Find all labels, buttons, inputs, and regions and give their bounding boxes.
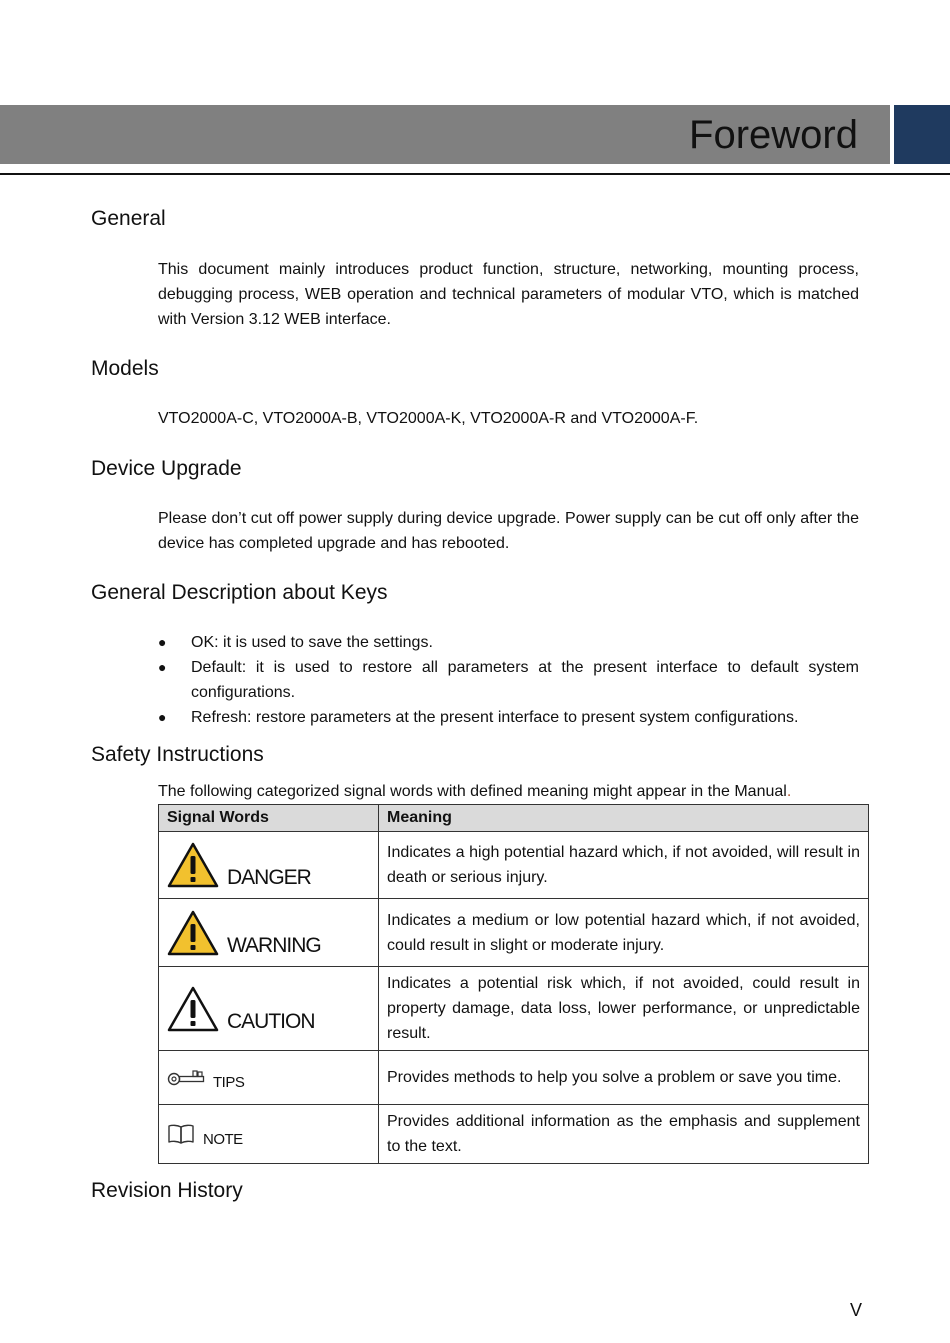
list-item [158,630,859,655]
safety-intro [158,779,859,804]
list-item-text: Refresh: restore parameters at the present interface to present system configurations. [191,709,799,726]
table-row [159,1105,869,1164]
signal-note [159,1121,378,1148]
page-number: V [850,1300,863,1320]
signal-danger [159,835,378,895]
signal-warning [159,903,378,963]
heading-safety: Safety Instructions [91,743,264,766]
table-row [159,1051,869,1105]
page-title: Foreword [689,113,858,157]
signal-cell-danger [159,832,379,899]
signal-words-table [158,804,869,1164]
signal-word-label: NOTE [203,1130,243,1148]
caution-triangle-icon [167,985,219,1033]
signal-cell-warning [159,899,379,967]
signal-word-label: TIPS [213,1074,245,1091]
safety-intro-text: The following categorized signal words with defined meaning might appear in the Manual [158,783,787,800]
signal-cell-note [159,1105,379,1164]
heading-device-upgrade: Device Upgrade [91,457,242,480]
key-icon [167,1068,205,1088]
signal-cell-tips [159,1051,379,1105]
title-banner [0,105,890,164]
signal-caution [159,979,378,1039]
list-item [158,655,859,705]
bullet-icon: ● [158,709,167,725]
meaning-cell: Provides methods to help you solve a problem or save you time. [379,1051,869,1105]
upgrade-text: Please don’t cut off power supply during device upgrade. Power supply can be cut off only after the device has completed upgrade and has rebooted. [158,510,859,552]
meaning-cell: Indicates a high potential hazard which, if not avoided, will result in death or serious injury. [379,832,869,899]
table-row [159,967,869,1051]
models-text: VTO2000A-C, VTO2000A-B, VTO2000A-K, VTO2000A-R and VTO2000A-F. [158,410,699,427]
table-header-row [159,805,869,832]
keys-list [158,630,859,730]
table-row [159,899,869,967]
signal-cell-caution [159,967,379,1051]
heading-general: General [91,207,166,230]
meaning-cell: Indicates a medium or low potential hazard which, if not avoided, could result in slight or moderate injury. [379,899,869,967]
banner-accent-block [894,105,950,164]
list-item-text: OK: it is used to save the settings. [191,634,433,651]
danger-warning-triangle-icon [167,841,219,889]
banner-divider [0,173,950,175]
list-item-text: Default: it is used to restore all parameters at the present interface to default system configurations. [191,659,859,701]
signal-word-label: WARNING [227,933,321,957]
heading-revision-history: Revision History [91,1179,243,1202]
meaning-cell: Provides additional information as the emphasis and supplement to the text. [379,1105,869,1164]
column-header-signal-words: Signal Words [159,805,379,832]
bullet-icon: ● [158,634,167,650]
safety-intro-period: . [786,783,792,800]
meaning-cell: Indicates a potential risk which, if not avoided, could result in property damage, data loss, lower performance, or unpredictable result. [379,967,869,1051]
book-icon [167,1123,195,1145]
table-row [159,832,869,899]
signal-tips [159,1064,378,1091]
general-text: This document mainly introduces product function, structure, networking, mounting process, debugging process, WEB operation and technical parameters of modular VTO, which is matched with Version 3.12 WEB interface. [158,261,859,328]
column-header-meaning: Meaning [379,805,869,832]
warning-triangle-icon [167,909,219,957]
signal-word-label: DANGER [227,866,311,889]
list-item [158,705,859,730]
bullet-icon: ● [158,659,167,675]
signal-word-label: CAUTION [227,1009,315,1033]
heading-keys: General Description about Keys [91,581,388,604]
heading-models: Models [91,357,159,380]
